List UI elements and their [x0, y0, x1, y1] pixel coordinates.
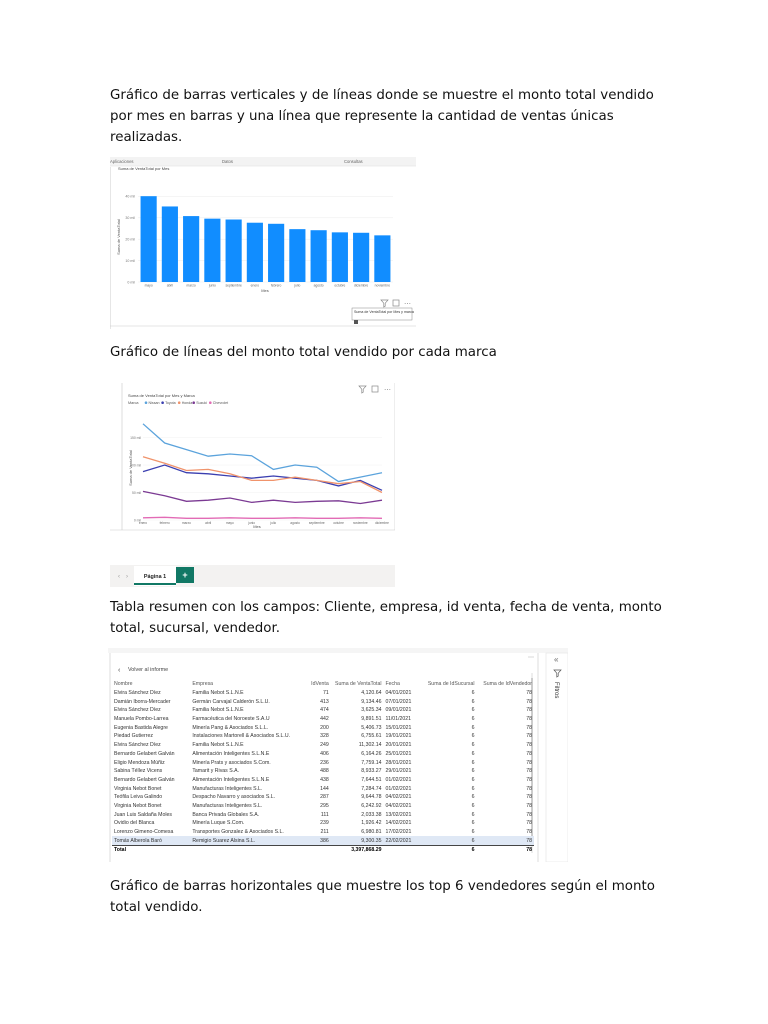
line-chart-screenshot [110, 380, 395, 588]
table-cell [190, 846, 306, 855]
table-cell: 25/01/2021 [385, 750, 412, 757]
table-row[interactable] [112, 706, 534, 715]
table-cell: 11/01/2021 [385, 716, 412, 723]
table-cell: 249 [320, 742, 329, 749]
table-cell: 78 [526, 707, 532, 714]
table-cell: 78 [526, 698, 532, 705]
table-cell: 78 [526, 802, 532, 809]
line-xtick-label: noviembre [352, 521, 368, 525]
table-cell: Eligio Mendoza Múñiz [114, 759, 165, 766]
table-row[interactable] [112, 828, 534, 837]
table-cell: Farmacéutica del Noroeste S.A.U [192, 716, 270, 723]
line-chart-ylabel: Suma de VentaTotal [128, 450, 133, 486]
table-cell: 6 [471, 776, 475, 783]
line-xtick-label: julio [270, 521, 277, 525]
table-cell: 78 [526, 794, 532, 801]
table-cell: 3,625.34 [361, 707, 382, 714]
paragraph-horizontal-bars: Gráfico de barras horizontales que muestre los top 6 vendedores según el monto total vendido. [110, 879, 655, 915]
table-cell: 7,759.14 [361, 759, 382, 766]
table-cell: 78 [477, 846, 534, 855]
bar-xtick-label: noviembre [374, 283, 391, 288]
table-cell: 01/02/2021 [385, 776, 412, 783]
table-cell: 4,120.64 [361, 690, 382, 697]
table-cell: 78 [526, 690, 532, 697]
table-cell: Manuela Pombo-Larrea [114, 716, 169, 723]
table-cell: Piedad Gutierrez [114, 733, 153, 740]
tab-page-1-label: Página 1 [143, 574, 167, 580]
table-row[interactable] [112, 810, 534, 819]
bar-ytick-label: 10 mil [125, 258, 135, 263]
table-cell: 6 [471, 811, 475, 818]
table-cell: 9,891.51 [361, 716, 382, 723]
bar-chart-xlabel: Mes [261, 288, 269, 293]
filters-pane-label: Filtros [553, 682, 559, 699]
table-cell: 6 [471, 698, 475, 705]
table-row[interactable] [112, 758, 534, 767]
series-line-chevrolet[interactable] [143, 517, 382, 518]
line-xtick-label: septiembre [308, 521, 325, 525]
table-row[interactable] [112, 723, 534, 732]
bar-xtick-label: octubre [334, 283, 346, 288]
table-cell: 406 [320, 750, 329, 757]
table-cell: Sabina Téllez Vicens [114, 768, 163, 775]
table-cell: Bernardo Gelabert Galván [114, 750, 175, 757]
paragraph-summary-table: Tabla resumen con los campos: Cliente, empresa, id venta, fecha de venta, monto total, sucursal, vendedor. [110, 600, 662, 636]
table-row[interactable] [112, 689, 534, 698]
bar-noviembre[interactable] [374, 235, 390, 282]
collapse-filters-icon[interactable]: « [554, 655, 559, 664]
table-cell: 01/02/2021 [385, 785, 412, 792]
table-cell: 78 [526, 724, 532, 731]
table-cell: 6 [471, 733, 475, 740]
bar-marzo[interactable] [183, 216, 199, 282]
table-row[interactable] [112, 732, 534, 741]
table-cell: 6,980.81 [361, 829, 382, 836]
table-cell: Alimentación Inteligentes S.L.N.E [192, 776, 270, 783]
table-total-row[interactable] [112, 846, 534, 855]
bar-xtick-label: mayo [144, 283, 153, 288]
table-cell: 15/01/2021 [385, 724, 412, 731]
table-cell: 7,644.51 [361, 776, 382, 783]
header-fecha[interactable]: Fecha [385, 681, 400, 688]
series-line-suzuki[interactable] [143, 491, 382, 503]
table-cell: 78 [526, 733, 532, 740]
table-cell: 6 [421, 836, 476, 845]
table-cell: 111 [320, 811, 329, 818]
ribbon-right: Consultas [344, 159, 363, 164]
bar-ytick-label: 30 mil [125, 216, 135, 221]
ribbon-mid: Datos [222, 159, 233, 164]
line-ytick-label: 0 mil [133, 518, 141, 523]
table-cell: 78 [526, 742, 532, 749]
table-cell: Juan Luis Saldaña Moles [114, 811, 172, 818]
table-row[interactable] [112, 802, 534, 811]
line-chart-title: Suma de VentaTotal por Mes y Marca [128, 393, 195, 398]
bar-chart-ylabel: Suma de VentaTotal [116, 219, 121, 255]
legend-marker [161, 401, 164, 404]
table-cell: 22/02/2021 [383, 836, 421, 845]
add-page-icon: + [182, 570, 188, 580]
bar-febrero[interactable] [268, 224, 284, 282]
table-cell: Instalaciones Martorell & Asociados S.L.U. [192, 733, 291, 740]
table-cell: Minería Luque S.Com. [192, 820, 245, 827]
line-xtick-label: marzo [182, 521, 191, 525]
table-row[interactable] [112, 750, 534, 759]
bar-abril[interactable] [162, 206, 178, 282]
line-xtick-label: junio [248, 521, 256, 525]
table-cell: 78 [477, 836, 534, 845]
line-ytick-label: 50 mil [131, 490, 141, 495]
header-idventa[interactable]: IdVenta [311, 681, 329, 688]
table-cell: 04/02/2021 [385, 794, 412, 801]
table-cell: 6,242.92 [361, 802, 382, 809]
table-cell: 9,300.35 [331, 836, 384, 845]
table-cell: 78 [526, 776, 532, 783]
bar-xtick-label: marzo [186, 283, 196, 288]
table-cell: 07/01/2021 [385, 698, 412, 705]
table-cell: 6 [471, 707, 475, 714]
table-cell: 17/02/2021 [385, 829, 412, 836]
table-cell: 6 [471, 768, 475, 775]
table-cell: Remigio Suarez Alsina S.L. [190, 836, 306, 845]
table-cell: Tomás Alberola Baró [112, 836, 190, 845]
table-cell: 78 [526, 750, 532, 757]
page-prev-icon[interactable]: ‹ [118, 574, 120, 580]
line-xtick-label: enero [138, 521, 148, 525]
bar-ytick-label: 40 mil [125, 194, 135, 199]
table-cell: 78 [526, 811, 532, 818]
visual-filter-icon[interactable] [381, 300, 388, 307]
back-to-report-link[interactable]: Volver al informe [128, 667, 169, 673]
bar-chart-title: Suma de VentaTotal por Mes [118, 166, 170, 171]
table-row[interactable] [112, 715, 534, 724]
bar-diciembre[interactable] [353, 233, 369, 282]
bar-ytick-label: 0 mil [127, 280, 135, 285]
bar-septiembre[interactable] [226, 220, 242, 282]
legend-item: Chevrolet [212, 401, 229, 405]
table-screenshot [108, 648, 568, 862]
line-xtick-label: abril [205, 521, 212, 525]
table-row[interactable] [112, 836, 534, 845]
table-cell: 328 [320, 733, 329, 740]
table-cell: Despacho Navarro y asociados S.L. [192, 794, 276, 801]
table-cell: 04/01/2021 [385, 690, 412, 697]
table-cell: Familia Nebot S.L.N.E [192, 707, 244, 714]
table-cell: Total [112, 846, 190, 855]
legend-item: Honda [181, 401, 193, 405]
table-cell: 19/01/2021 [385, 733, 412, 740]
table-cell: 236 [320, 759, 329, 766]
table-cell: 28/01/2021 [385, 759, 412, 766]
table-cell: 474 [320, 707, 329, 714]
table-cell: 287 [320, 794, 329, 801]
table-cell: 3,397,868.29 [331, 846, 384, 855]
line-chart-xlabel: Mes [253, 524, 261, 529]
table-cell: 78 [526, 759, 532, 766]
table-cell: 239 [320, 820, 329, 827]
table-cell: 6 [471, 802, 475, 809]
header-empresa[interactable]: Empresa [192, 681, 214, 688]
table-cell: 20/01/2021 [385, 742, 412, 749]
table-cell: Lorenzo Gimeno-Comesa [114, 829, 174, 836]
ribbon-left: Aplicaciones [110, 159, 134, 164]
table-cell: 9,134.46 [361, 698, 382, 705]
table-cell: 78 [526, 820, 532, 827]
bar-mayo[interactable] [141, 196, 157, 282]
table-cell: Familia Nebot S.L.N.E [192, 742, 244, 749]
table-cell: 438 [320, 776, 329, 783]
table-cell: Bernardo Gelabert Galván [114, 776, 175, 783]
legend-item: Toyota [165, 401, 176, 405]
line-ytick-label: 100 mil [130, 463, 141, 468]
table-row[interactable] [112, 784, 534, 793]
table-row[interactable] [112, 741, 534, 750]
legend-marker [192, 401, 195, 404]
table-cell: 2,033.38 [361, 811, 382, 818]
bar-xtick-label: diciembre [353, 283, 369, 288]
visual-focus-icon[interactable] [393, 300, 399, 306]
table-cell: 413 [320, 698, 329, 705]
line-xtick-label: diciembre [375, 521, 389, 525]
table-cell: Ovidio del Blanca [114, 820, 155, 827]
table-cell: 29/01/2021 [385, 768, 412, 775]
table-cell [383, 846, 421, 855]
back-icon[interactable]: ‹ [118, 667, 121, 674]
table-cell: 13/02/2021 [385, 811, 412, 818]
table-cell: Damián Iborra-Mercader [114, 698, 171, 705]
table-cell: Elvira Sánchez Díez [114, 707, 161, 714]
bar-xtick-label: septiembre [225, 283, 242, 288]
table-cell [306, 846, 330, 855]
line-ytick-label: 150 mil [130, 435, 141, 440]
table-cell: 6 [471, 759, 475, 766]
bar-xtick-label: enero [250, 283, 260, 288]
legend-item: Suzuki [196, 401, 207, 405]
line-chart-svg [110, 380, 395, 588]
table-row[interactable] [112, 776, 534, 785]
paragraph-bar-line-chart: Gráfico de barras verticales y de líneas donde se muestre el monto total vendido por mes en barras y una línea que represente la cantidad de ventas únicas realizadas. [110, 88, 654, 145]
table-cell: 6 [471, 820, 475, 827]
table-cell: 71 [322, 690, 329, 697]
table-cell: Banca Privada Globales S.A. [192, 811, 260, 818]
table-cell: 78 [526, 785, 532, 792]
table-cell: 488 [320, 768, 329, 775]
header-nombre[interactable]: Nombre [114, 681, 133, 688]
table-cell: Elvira Sánchez Díez [114, 690, 161, 697]
bar-xtick-label: febrero [270, 283, 282, 288]
table-row[interactable] [112, 793, 534, 802]
table-cell: Virginia Nebot Bonet [114, 802, 162, 809]
table-cell: 9,644.78 [361, 794, 382, 801]
table-row[interactable] [112, 767, 534, 776]
table-cell: Familia Nebot S.L.N.E [192, 690, 244, 697]
bar-xtick-label: junio [208, 283, 216, 288]
table-cell: 6 [471, 794, 475, 801]
bar-ytick-label: 20 mil [125, 237, 135, 242]
table-cell: 6 [421, 846, 476, 855]
table-cell: 5,406.73 [361, 724, 382, 731]
table-cell: 04/02/2021 [385, 802, 412, 809]
table-cell: 78 [526, 768, 532, 775]
table-cell: 14/02/2021 [385, 820, 412, 827]
line-xtick-label: agosto [290, 521, 300, 525]
line-xtick-label: febrero [159, 521, 170, 525]
table-cell: Virginia Nebot Bonet [114, 785, 162, 792]
bar-agosto[interactable] [311, 230, 327, 282]
table-cell: 6 [471, 716, 475, 723]
table-cell: Manufacturas Inteligentes S.L. [192, 785, 263, 792]
page-next-icon[interactable]: › [126, 574, 128, 580]
table-more-icon[interactable]: ⋯ [528, 655, 534, 661]
table-cell: 6 [471, 785, 475, 792]
legend-marker [178, 401, 181, 404]
table-cell: 7,284.74 [361, 785, 382, 792]
legend-marker [145, 401, 148, 404]
table-cell: Manufacturas Inteligentes S.L. [192, 802, 263, 809]
table-cell: Alimentación Inteligentes S.L.N.E [192, 750, 270, 757]
line-legend-title: Marca [128, 401, 139, 405]
header-idsucursal[interactable]: Suma de IdSucursal [427, 681, 475, 688]
bar-xtick-label: agosto [313, 283, 324, 288]
table-cell: 09/01/2021 [385, 707, 412, 714]
table-cell: 78 [526, 716, 532, 723]
table-cell: 6 [471, 690, 475, 697]
line-visual-more-icon[interactable]: ⋯ [384, 387, 391, 394]
table-cell: 78 [526, 829, 532, 836]
line-xtick-label: octubre [333, 521, 344, 525]
header-idvendedor[interactable]: Suma de IdVendedor [483, 681, 532, 688]
table-cell: 295 [320, 802, 329, 809]
bar-chart-screenshot [110, 157, 416, 329]
table-cell: 211 [320, 829, 329, 836]
table-cell: 442 [320, 716, 329, 723]
table-cell: Minería Prats y asociados S.Com. [192, 759, 271, 766]
series-line-toyota[interactable] [143, 465, 382, 490]
legend-item: Nissan [148, 401, 160, 405]
paragraph-line-chart: Gráfico de líneas del monto total vendido por cada marca [110, 345, 497, 360]
table-cell: 6 [471, 724, 475, 731]
bar-octubre[interactable] [332, 232, 348, 282]
table-row[interactable] [112, 819, 534, 828]
table-cell: 6,164.26 [361, 750, 382, 757]
bar-xtick-label: abril [166, 283, 173, 288]
line-visual-focus-icon[interactable] [372, 386, 378, 392]
table-cell: 6 [471, 829, 475, 836]
table-cell: 11,302.14 [358, 742, 382, 749]
header-ventatotal[interactable]: Suma de VentaTotal [335, 681, 382, 688]
legend-marker [209, 401, 212, 404]
bar-chart-tooltip: Suma de VentaTotal por Mes y marca [354, 310, 414, 314]
bar-chart-svg [110, 157, 416, 329]
table-cell: 6 [471, 742, 475, 749]
table-cell: Tamarit y Rivas S.A. [192, 768, 240, 775]
table-row[interactable] [112, 697, 534, 706]
table-cell: Minería Pang & Asociados S.L.L. [192, 724, 269, 731]
table-cell: 6,755.61 [361, 733, 382, 740]
table-cell: Germán Carvajal Calderón S.L.U. [192, 698, 270, 705]
bar-enero[interactable] [247, 223, 263, 282]
table-cell: 6 [471, 750, 475, 757]
table-cell: Eugenia Bastida Alegre [114, 724, 168, 731]
table-cell: 200 [320, 724, 329, 731]
line-visual-filter-icon[interactable] [359, 386, 366, 393]
bar-julio[interactable] [289, 229, 305, 282]
table-cell: Elvira Sánchez Díez [114, 742, 161, 749]
table-cell: 144 [320, 785, 329, 792]
table-cell: Teófila Leiva Galindo [114, 794, 163, 801]
bar-junio[interactable] [204, 219, 220, 282]
bar-xtick-label: julio [294, 283, 301, 288]
table-cell: 1,926.42 [361, 820, 382, 827]
visual-more-icon[interactable]: ⋯ [404, 301, 411, 308]
table-cell: 386 [306, 836, 330, 845]
table-cell: 8,933.27 [361, 768, 382, 775]
table-cell: Transportes Gonzalez & Asociados S.L. [192, 829, 284, 836]
line-xtick-label: mayo [226, 521, 234, 525]
series-line-nissan[interactable] [143, 424, 382, 482]
summary-table [112, 680, 534, 855]
